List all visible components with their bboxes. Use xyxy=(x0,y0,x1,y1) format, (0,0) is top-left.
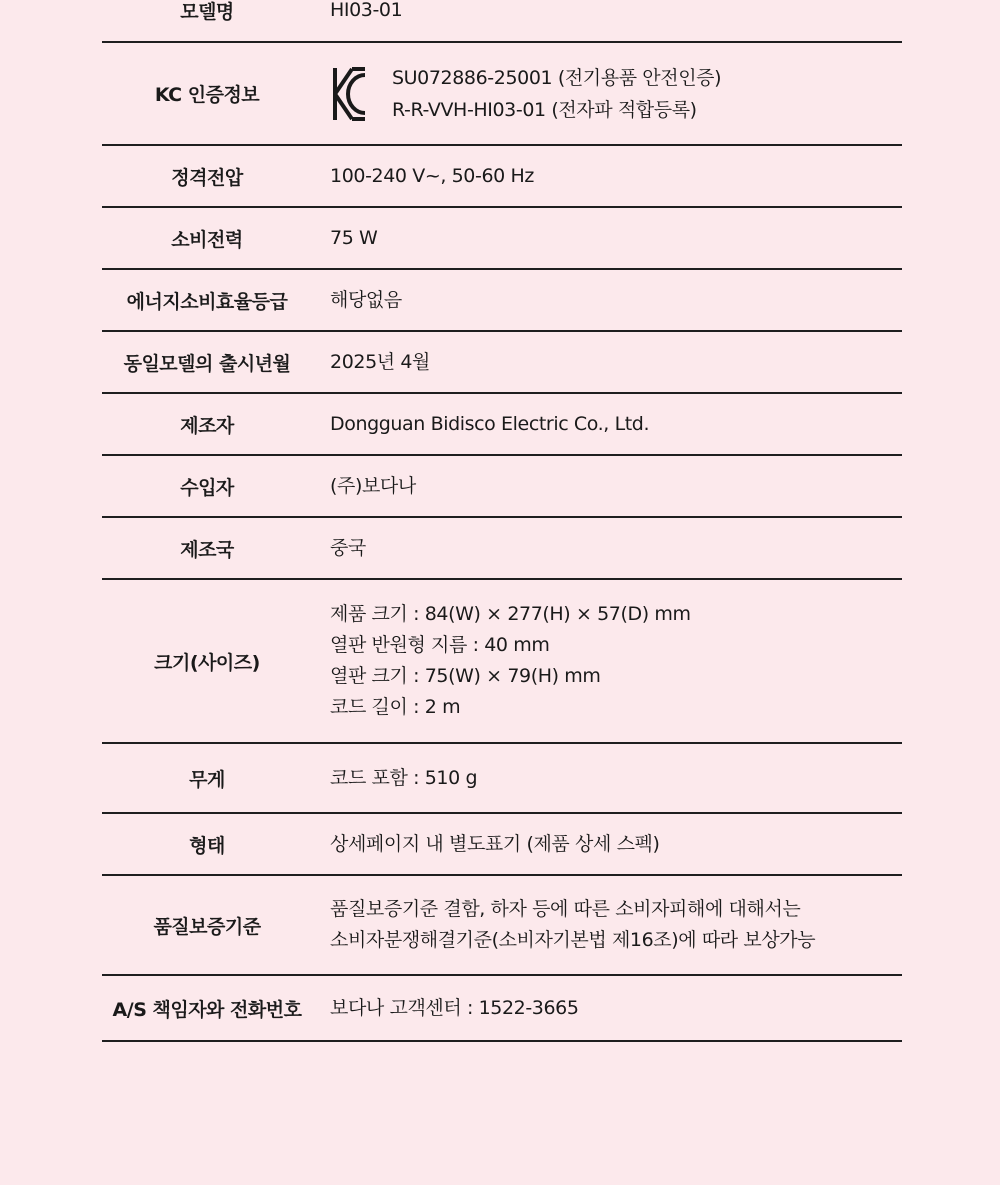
spec-value-line: 보다나 고객센터 : 1522-3665 xyxy=(330,996,579,1019)
spec-value-line: 제품 크기 : 84(W) × 277(H) × 57(D) mm xyxy=(330,603,691,625)
spec-value xyxy=(312,533,902,564)
spec-value-line: 열판 반원형 지름 : 40 mm xyxy=(330,634,550,656)
spec-value xyxy=(312,471,902,502)
spec-value-line: (주)보다나 xyxy=(330,474,416,497)
spec-row-importer xyxy=(102,456,902,518)
spec-value-line: 75 W xyxy=(330,226,378,249)
spec-row-energy-efficiency xyxy=(102,270,902,332)
spec-value-line: Dongguan Bidisco Electric Co., Ltd. xyxy=(330,412,650,435)
spec-value-line: 코드 길이 : 2 m xyxy=(330,696,461,718)
spec-row-form xyxy=(102,814,902,876)
spec-row-model-name xyxy=(102,0,902,43)
spec-row-rated-voltage xyxy=(102,146,902,208)
spec-row-size xyxy=(102,580,902,744)
kc-mark-icon xyxy=(330,65,368,123)
spec-label: 제조국 xyxy=(180,538,234,561)
spec-row-manufacturer xyxy=(102,394,902,456)
spec-value-line: 소비자분쟁해결기준(소비자기본법 제16조)에 따라 보상가능 xyxy=(330,929,816,951)
spec-row-release-date xyxy=(102,332,902,394)
spec-value-line: R-R-VVH-HI03-01 (전자파 적합등록) xyxy=(392,98,697,121)
spec-label: 형태 xyxy=(189,834,225,857)
spec-label: 모델명 xyxy=(180,1,234,23)
spec-value xyxy=(312,285,902,316)
spec-label: 동일모델의 출시년월 xyxy=(123,352,291,375)
spec-value xyxy=(312,894,902,956)
spec-value xyxy=(312,599,902,723)
spec-row-as-contact xyxy=(102,976,902,1042)
spec-row-country xyxy=(102,518,902,580)
kc-lines xyxy=(392,62,721,126)
spec-value-line: SU072886-25001 (전기용품 안전인증) xyxy=(392,66,722,89)
spec-value-line: 코드 포함 : 510 g xyxy=(330,766,478,789)
spec-value-line: 해당없음 xyxy=(330,288,402,311)
spec-value xyxy=(312,161,902,192)
spec-value xyxy=(312,993,902,1024)
spec-label: KC 인증정보 xyxy=(154,84,260,106)
spec-value-line: 중국 xyxy=(330,536,366,559)
spec-label: A/S 책임자와 전화번호 xyxy=(112,998,302,1021)
spec-label: 제조자 xyxy=(180,414,234,437)
spec-value xyxy=(312,347,902,378)
spec-label: 크기(사이즈) xyxy=(154,651,260,674)
spec-value xyxy=(312,0,902,26)
spec-label: 정격전압 xyxy=(171,166,243,189)
spec-label: 수입자 xyxy=(180,476,234,499)
spec-value-line: 열판 크기 : 75(W) × 79(H) mm xyxy=(330,665,601,687)
spec-table xyxy=(102,0,902,1042)
spec-value xyxy=(312,409,902,440)
spec-value-line: 상세페이지 내 별도표기 (제품 상세 스펙) xyxy=(330,832,660,855)
spec-label: 무게 xyxy=(189,768,225,791)
spec-value-line: HI03-01 xyxy=(330,0,403,21)
spec-value-line: 품질보증기준 결함, 하자 등에 따른 소비자피해에 대해서는 xyxy=(330,898,801,920)
spec-value-line: 100-240 V~, 50-60 Hz xyxy=(330,164,534,187)
spec-row-weight xyxy=(102,744,902,814)
spec-label: 에너지소비효율등급 xyxy=(126,290,288,313)
spec-label: 소비전력 xyxy=(171,228,243,251)
spec-row-power-consumption xyxy=(102,208,902,270)
spec-value xyxy=(312,763,902,794)
spec-value xyxy=(312,62,902,126)
spec-label: 품질보증기준 xyxy=(153,915,261,938)
spec-row-quality-warranty xyxy=(102,876,902,976)
spec-row-kc-certification xyxy=(102,43,902,146)
spec-value-line: 2025년 4월 xyxy=(330,350,430,373)
spec-value xyxy=(312,829,902,860)
spec-value xyxy=(312,223,902,254)
